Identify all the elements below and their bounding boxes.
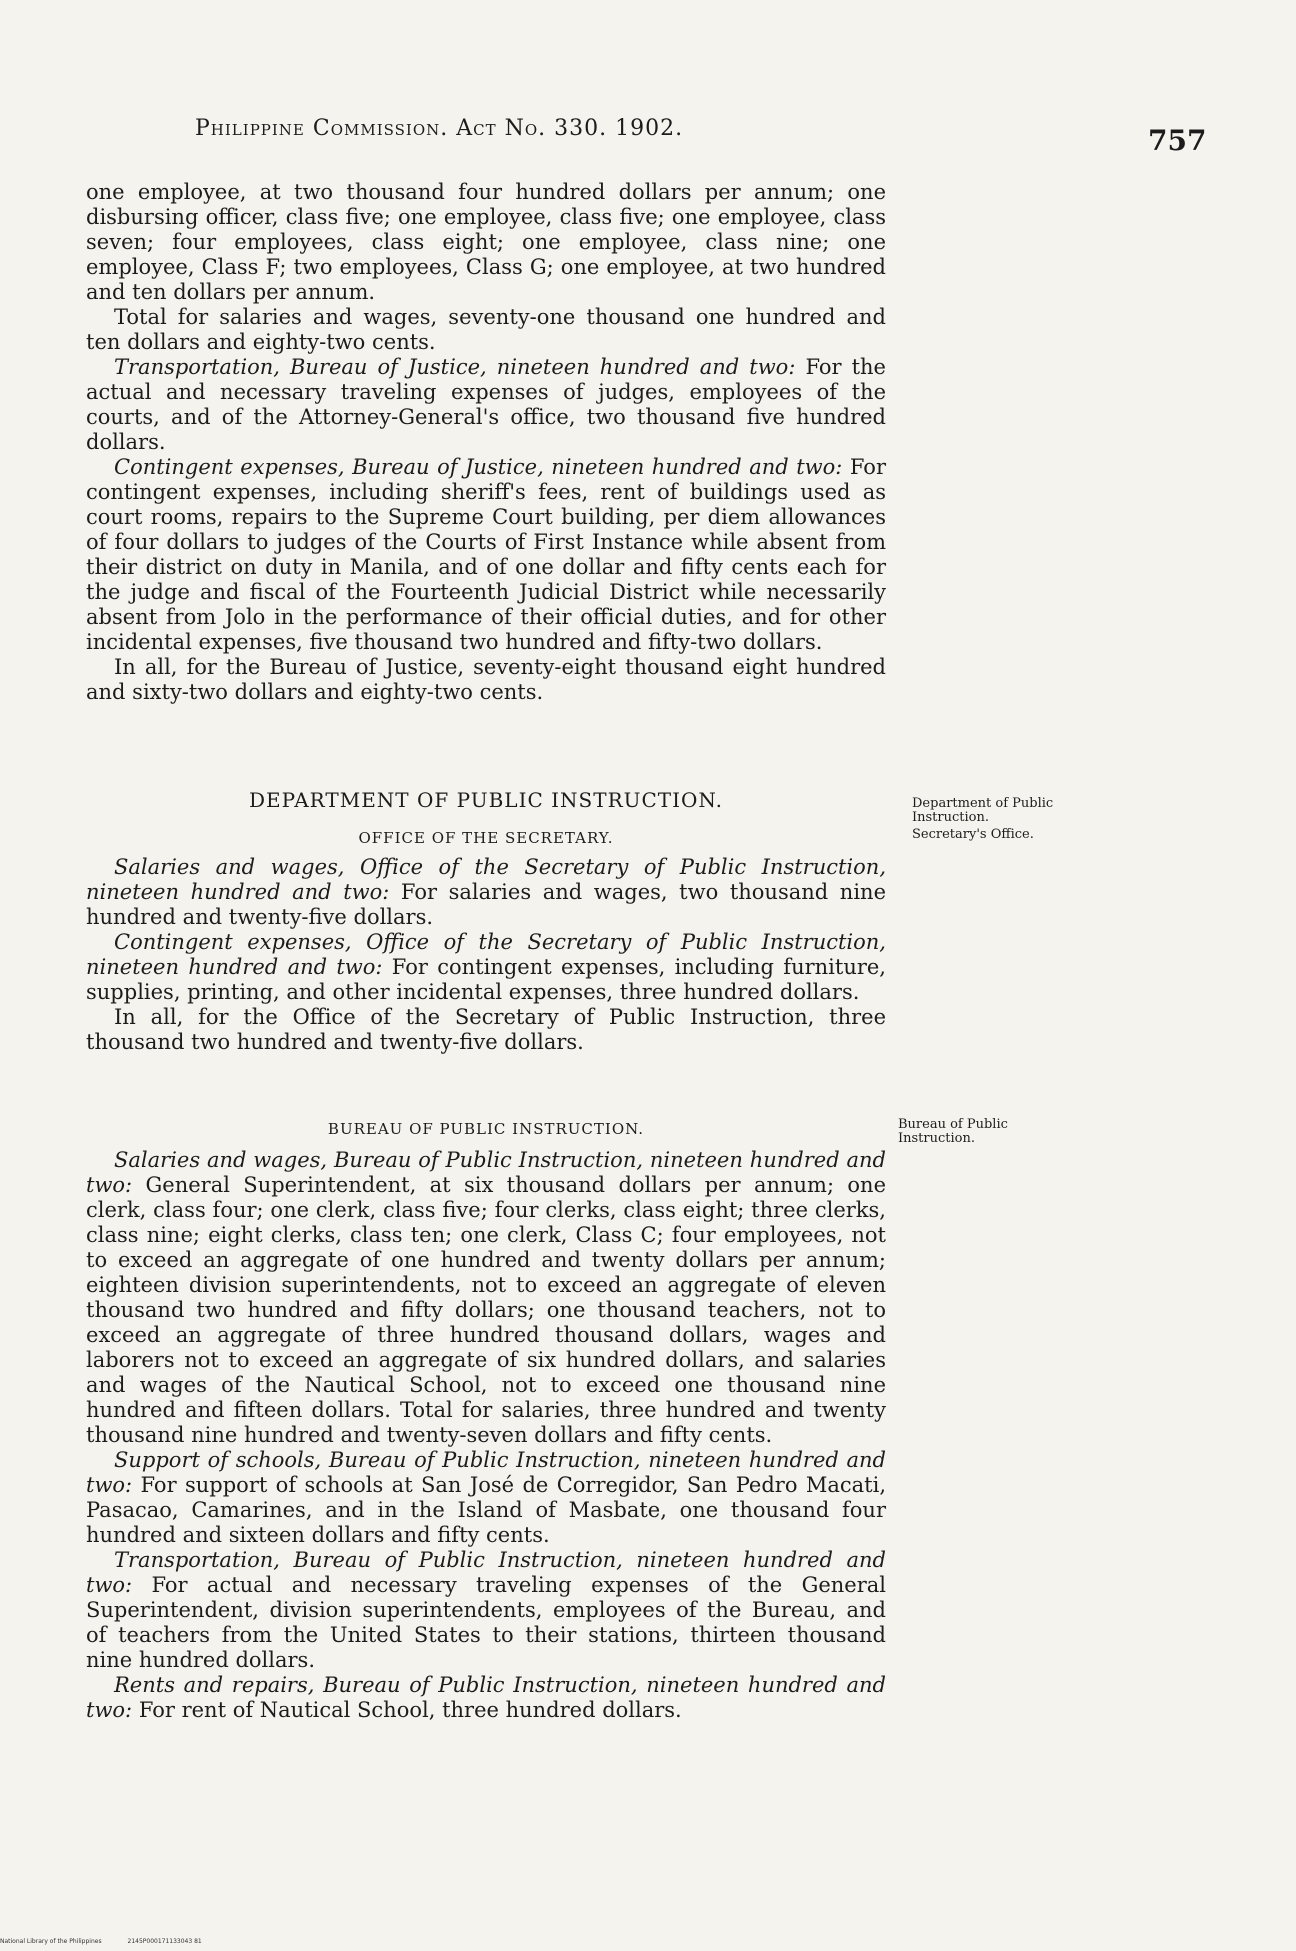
department-heading: DEPARTMENT OF PUBLIC INSTRUCTION. xyxy=(248,788,724,812)
paragraph: Support of schools, Bureau of Public Instruction, nineteen hundred and two: For support of schools at San José de Corregidor, San Pedro Macati, Pasacao, Camarines, and in the Island of Masbate, one thousand four hundred and sixteen dollars and fifty cents. xyxy=(86,1448,886,1547)
paragraph: Salaries and wages, Office of the Secretary of Public Instruction, nineteen hundred and two: For salaries and wages, two thousand nine hundred and twenty-five dollars. xyxy=(86,855,886,929)
paragraph: Transportation, Bureau of Justice, nineteen hundred and two: For the actual and necessary traveling expenses of judges, employees of the courts, and of the Attorney-General's office, two thousand five hundred dollars. xyxy=(86,355,886,454)
scan-footer xyxy=(0,1938,226,1945)
margin-note-bureau: Bureau of Public Instruction. xyxy=(898,1117,1008,1146)
paragraph: Total for salaries and wages, seventy-one thousand one hundred and ten dollars and eighty-two cents. xyxy=(86,305,886,354)
paragraph: Contingent expenses, Office of the Secretary of Public Instruction, nineteen hundred and two: For contingent expenses, including furniture, supplies, printing, and other incidental expenses, three hundred dollars. xyxy=(86,930,886,1004)
paragraph: Rents and repairs, Bureau of Public Instruction, nineteen hundred and two: For rent of Nautical School, three hundred dollars. xyxy=(86,1673,886,1722)
justice-section xyxy=(86,180,886,705)
paragraph: Contingent expenses, Bureau of Justice, nineteen hundred and two: For contingent expenses, including sheriff's fees, rent of buildings used as court rooms, repairs to the Supreme Court building, per diem allowances of four dollars to judges of the Courts of First Instance while absent from their district on duty in Manila, and of one dollar and fifty cents each for the judge and fiscal of the Fourteenth Judicial District while necessarily absent from Jolo in the performance of their official duties, and for other incidental expenses, five thousand two hundred and fifty-two dollars. xyxy=(86,455,886,654)
paragraph: one employee, at two thousand four hundred dollars per annum; one disbursing officer, class five; one employee, class five; one employee, class seven; four employees, class eight; one employee, class nine; one employee, Class F; two employees, Class G; one employee, at two hundred and ten dollars per annum. xyxy=(86,180,886,304)
margin-note-department: Department of Public Instruction. xyxy=(912,796,1054,825)
page-number: 757 xyxy=(1148,124,1207,157)
library-credit: National Library of the Philippines xyxy=(0,1938,102,1945)
paragraph: Salaries and wages, Bureau of Public Instruction, nineteen hundred and two: General Superintendent, at six thousand dollars per annum; one clerk, class four; one clerk, class five; four clerks, class eight; three clerks, class nine; eight clerks, class ten; one clerk, Class C; four employees, not to exceed an aggregate of one hundred and twenty dollars per annum; eighteen division superintendents, not to exceed an aggregate of eleven thousand two hundred and fifty dollars; one thousand teachers, not to exceed an aggregate of three hundred thousand dollars, wages and laborers not to exceed an aggregate of six hundred dollars, and salaries and wages of the Nautical School, not to exceed one thousand nine hundred and fifteen dollars. Total for salaries, three hundred and twenty thousand nine hundred and twenty-seven dollars and fifty cents. xyxy=(86,1148,886,1447)
margin-note-secretary: Secretary's Office. xyxy=(912,827,1034,842)
office-subheading: OFFICE OF THE SECRETARY. xyxy=(358,829,614,847)
paragraph: In all, for the Office of the Secretary of Public Instruction, three thousand two hundred and twenty-five dollars. xyxy=(86,1005,886,1054)
bureau-section xyxy=(86,1148,886,1723)
paragraph: Transportation, Bureau of Public Instruction, nineteen hundred and two: For actual and necessary traveling expenses of the General Superintendent, division superintendents, employees of the Bureau, and of teachers from the United States to their stations, thirteen thousand nine hundred dollars. xyxy=(86,1548,886,1672)
bureau-heading: BUREAU OF PUBLIC INSTRUCTION. xyxy=(327,1120,645,1138)
scan-id: 2145P000171133043 81 xyxy=(127,1938,202,1945)
secretary-section xyxy=(86,855,886,1055)
paragraph: In all, for the Bureau of Justice, seventy-eight thousand eight hundred and sixty-two dollars and eighty-two cents. xyxy=(86,655,886,704)
running-head: Philippine Commission. Act No. 330. 1902. xyxy=(195,116,684,141)
